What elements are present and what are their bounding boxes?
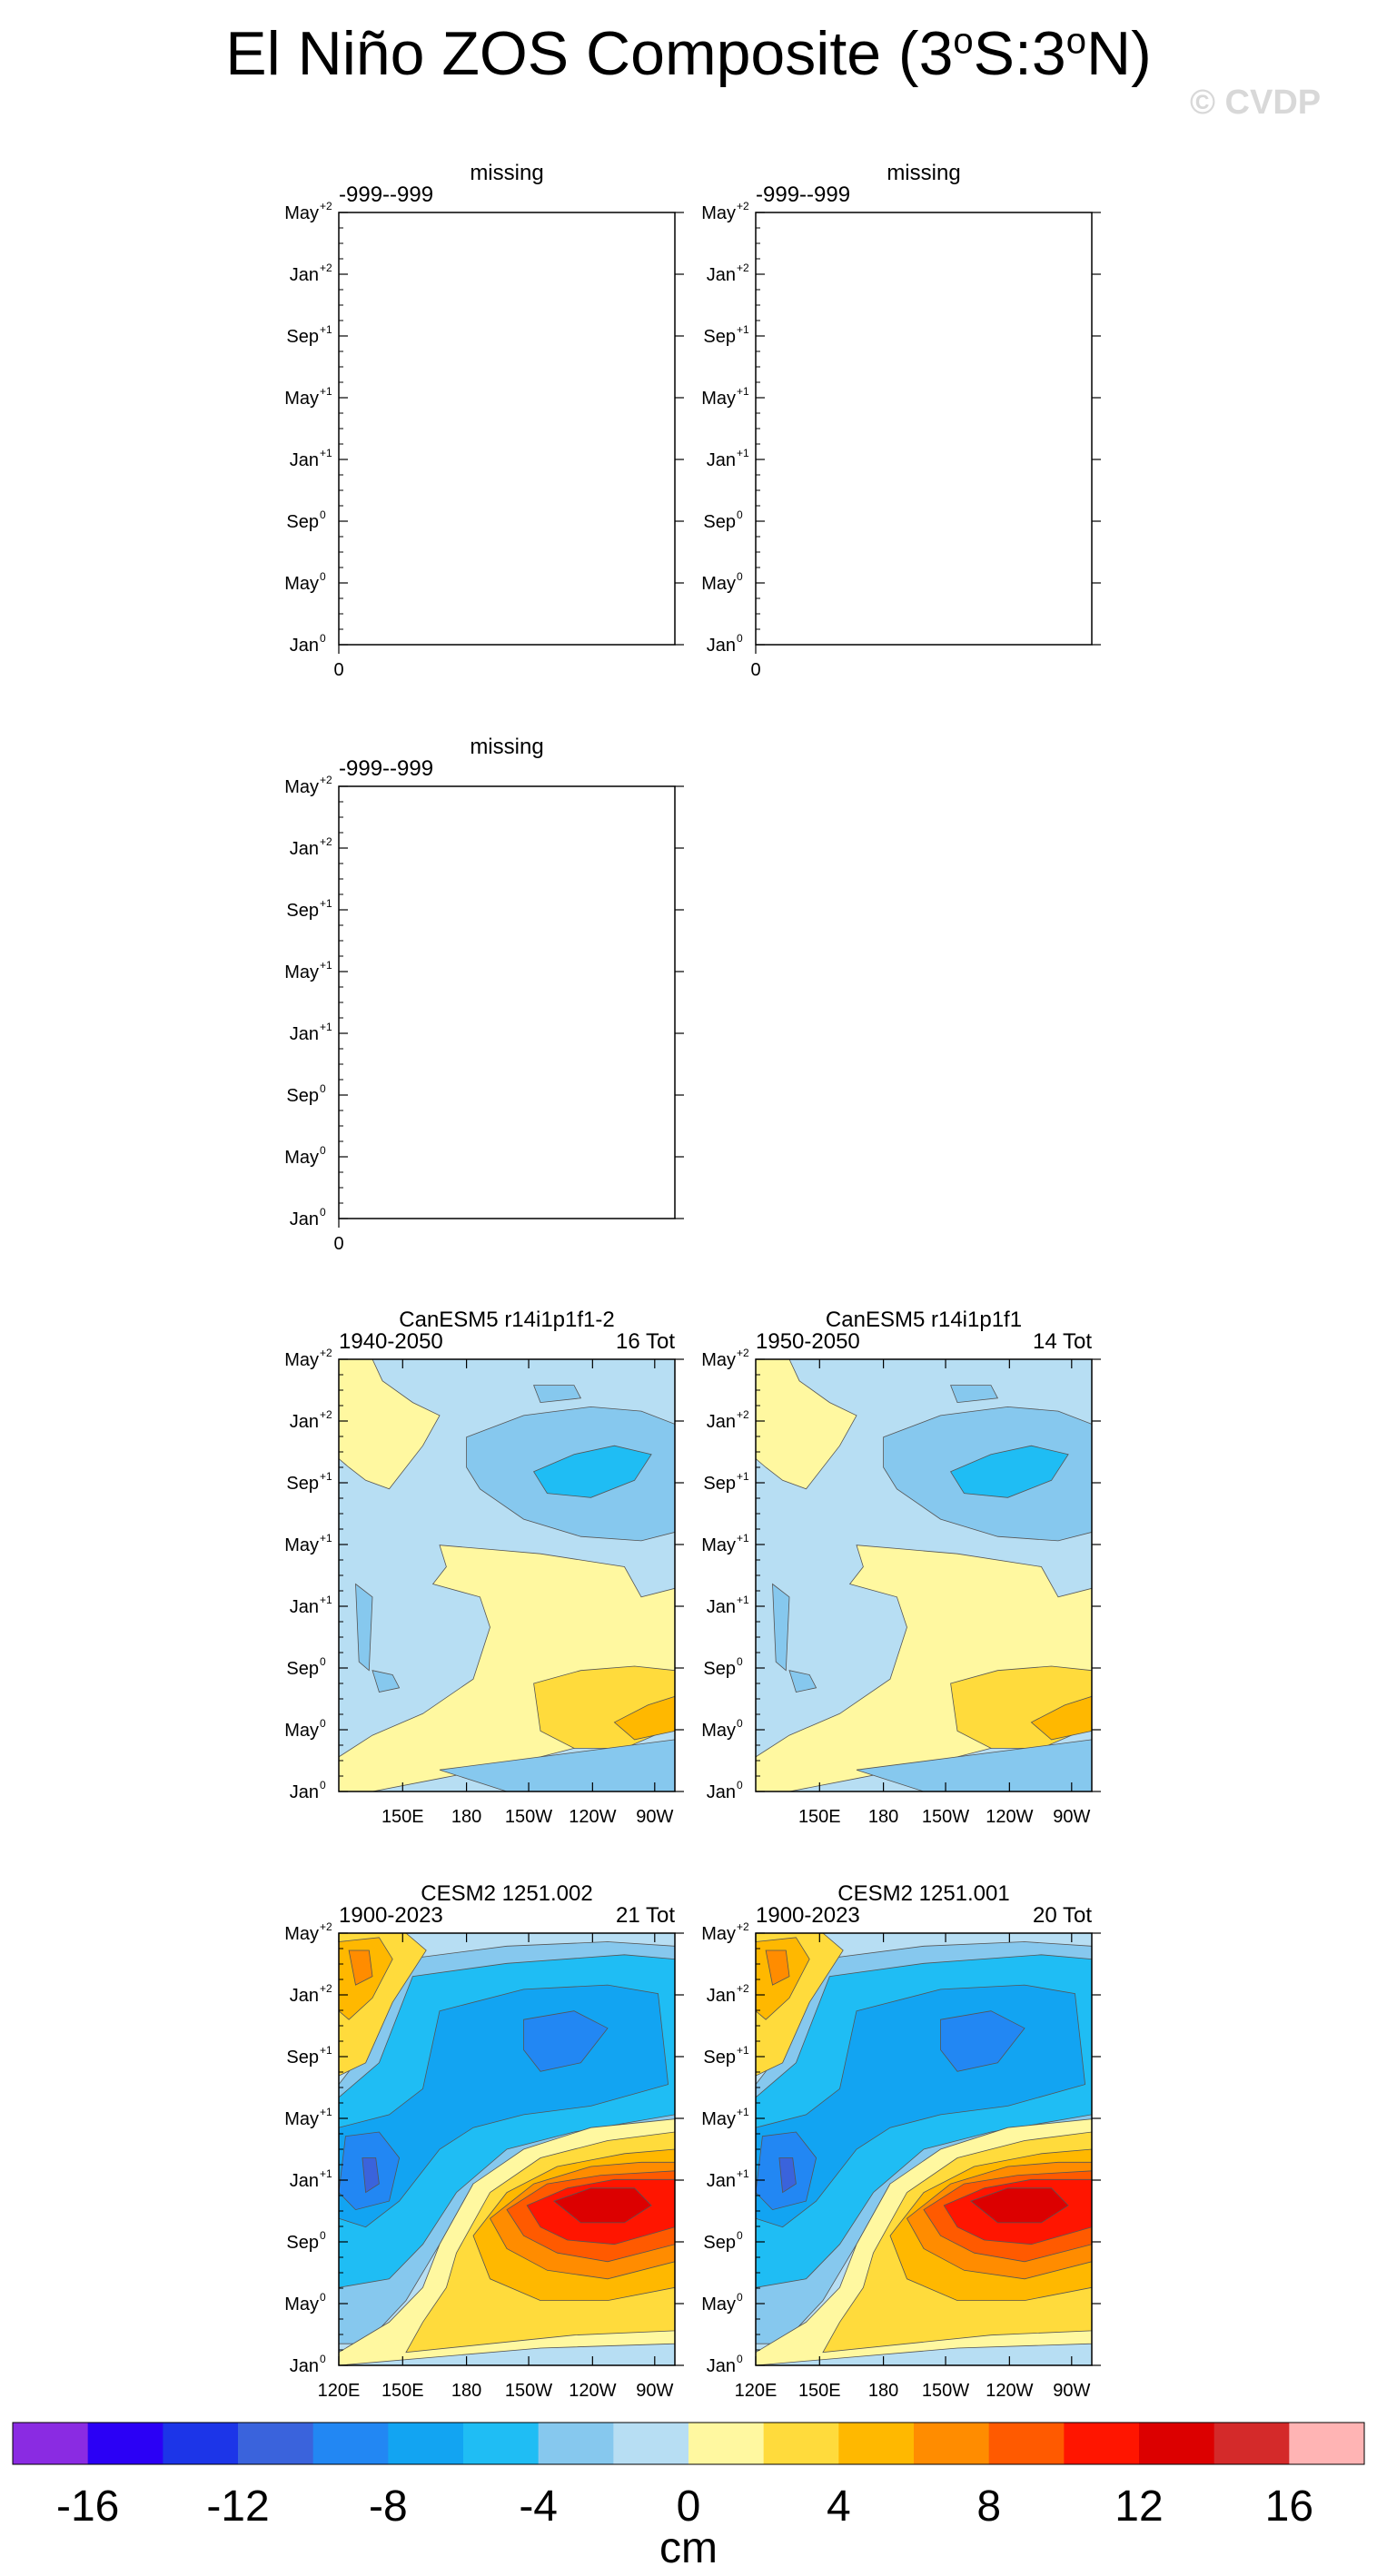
- ytick-sup: +1: [320, 959, 332, 972]
- colorbar-swatch: [463, 2423, 539, 2464]
- ytick-label: Jan: [289, 265, 319, 285]
- panel-left-label: -999--999: [339, 756, 434, 781]
- colorbar: [13, 2423, 1365, 2572]
- ytick-sup: +2: [320, 1347, 332, 1359]
- panel-title: CESM2 1251.002: [421, 1881, 593, 1906]
- chart-panel: [701, 1308, 1101, 1827]
- panel-right-label: 14 Tot: [1033, 1329, 1092, 1354]
- ytick-sup: 0: [320, 1717, 326, 1730]
- ytick-label: Sep: [703, 2048, 736, 2068]
- ytick-sup: +1: [320, 2167, 332, 2180]
- ytick-sup: +1: [737, 1470, 749, 1483]
- ytick-label: May: [701, 1535, 736, 1555]
- colorbar-swatch: [1139, 2423, 1214, 2464]
- ytick-sup: 0: [320, 508, 326, 521]
- colorbar-label: 4: [826, 2482, 851, 2531]
- colorbar-swatch: [1289, 2423, 1364, 2464]
- ytick-label: Jan: [289, 1412, 319, 1432]
- ytick-label: May: [701, 203, 736, 223]
- colorbar-label: -16: [55, 2482, 120, 2531]
- ytick-sup: +1: [320, 323, 332, 336]
- ytick-label: Jan: [289, 2356, 319, 2376]
- colorbar-swatch: [989, 2423, 1065, 2464]
- ytick-sup: +2: [737, 1408, 749, 1421]
- ytick-sup: +2: [737, 1920, 749, 1933]
- ytick-label: Jan: [289, 636, 319, 656]
- ytick-sup: 0: [737, 2229, 743, 2242]
- ytick-sup: +1: [320, 385, 332, 398]
- ytick-sup: +1: [320, 447, 332, 459]
- ytick-label: May: [701, 2109, 736, 2129]
- colorbar-label: 12: [1114, 2482, 1164, 2531]
- panel-frame: [339, 786, 675, 1219]
- xtick-label: 120W: [569, 2381, 617, 2401]
- cvdp-watermark: © CVDP: [1190, 84, 1322, 122]
- panel-contours: [339, 1359, 675, 1791]
- ytick-sup: +2: [320, 1408, 332, 1421]
- colorbar-swatch: [163, 2423, 238, 2464]
- ytick-label: Jan: [289, 1209, 319, 1229]
- chart-panel: [701, 161, 1101, 680]
- panel-title: CanESM5 r14i1p1f1-2: [399, 1308, 615, 1332]
- ytick-label: Jan: [706, 1597, 736, 1617]
- ytick-sup: +2: [320, 835, 332, 848]
- panel-contours: [756, 1359, 1092, 1791]
- ytick-sup: 0: [737, 632, 743, 645]
- xtick-label: 120W: [986, 2381, 1034, 2401]
- xtick-label: 150W: [921, 2381, 970, 2401]
- ytick-sup: +2: [320, 200, 332, 212]
- ytick-sup: +2: [737, 262, 749, 274]
- panel-right-label: 20 Tot: [1033, 1903, 1092, 1928]
- panel-left-label: 1950-2050: [756, 1329, 860, 1354]
- ytick-sup: +2: [320, 1920, 332, 1933]
- ytick-label: May: [284, 1924, 319, 1944]
- ytick-label: May: [284, 1721, 319, 1741]
- panel-right-label: 21 Tot: [616, 1903, 675, 1928]
- ytick-label: Jan: [289, 839, 319, 859]
- colorbar-unit: cm: [659, 2524, 718, 2572]
- ytick-sup: +1: [320, 2044, 332, 2057]
- ytick-label: May: [284, 1350, 319, 1370]
- xtick-label: 120E: [734, 2381, 778, 2401]
- ytick-label: May: [284, 1535, 319, 1555]
- ytick-sup: 0: [737, 2353, 743, 2365]
- colorbar-swatch: [688, 2423, 764, 2464]
- colorbar-label: -12: [206, 2482, 270, 2531]
- ytick-sup: +1: [320, 1021, 332, 1033]
- colorbar-swatch: [1064, 2423, 1139, 2464]
- xtick-label: 150E: [381, 2381, 424, 2401]
- ytick-label: Sep: [286, 2233, 319, 2253]
- xtick-label: 150W: [504, 1807, 553, 1827]
- xtick-label: 180: [867, 2381, 899, 2401]
- chart-panel: [284, 161, 684, 680]
- ytick-label: Sep: [703, 1474, 736, 1494]
- ytick-label: May: [701, 389, 736, 409]
- ytick-sup: 0: [320, 2291, 326, 2304]
- ytick-label: May: [701, 574, 736, 594]
- ytick-label: Jan: [289, 1986, 319, 2006]
- panel-title: CESM2 1251.001: [837, 1881, 1010, 1906]
- ytick-sup: 0: [320, 1082, 326, 1095]
- panel-frame: [756, 212, 1092, 645]
- ytick-label: Sep: [286, 2048, 319, 2068]
- colorbar-swatch: [613, 2423, 688, 2464]
- xtick-label: 90W: [1053, 2381, 1091, 2401]
- xtick-label: 150E: [797, 1807, 841, 1827]
- ytick-label: May: [284, 777, 319, 797]
- ytick-sup: +2: [320, 262, 332, 274]
- ytick-label: May: [701, 1350, 736, 1370]
- ytick-label: May: [284, 389, 319, 409]
- xtick-label: 150W: [921, 1807, 970, 1827]
- xtick-label: 150E: [381, 1807, 424, 1827]
- xtick-label: 180: [451, 1807, 482, 1827]
- panel-left-label: -999--999: [756, 183, 851, 207]
- ytick-sup: 0: [320, 2229, 326, 2242]
- ytick-sup: 0: [737, 2291, 743, 2304]
- colorbar-swatch: [1214, 2423, 1290, 2464]
- xtick-label: 120W: [569, 1807, 617, 1827]
- ytick-sup: +2: [737, 1982, 749, 1995]
- colorbar-swatch: [88, 2423, 163, 2464]
- ytick-label: May: [284, 2109, 319, 2129]
- ytick-label: Sep: [703, 327, 736, 347]
- colorbar-swatch: [764, 2423, 839, 2464]
- colorbar-label: 16: [1264, 2482, 1314, 2531]
- colorbar-label: 0: [676, 2482, 701, 2531]
- ytick-sup: 0: [320, 632, 326, 645]
- figure-title: El Niño ZOS Composite (3$^o$S:3$^o$N): [225, 19, 1152, 88]
- ytick-sup: +1: [737, 2044, 749, 2057]
- ytick-label: May: [701, 1924, 736, 1944]
- xtick-label: 150E: [797, 2381, 841, 2401]
- ytick-label: Jan: [706, 1986, 736, 2006]
- ytick-label: Jan: [289, 450, 319, 470]
- xtick-label: 120E: [317, 2381, 361, 2401]
- ytick-label: Jan: [706, 265, 736, 285]
- ytick-label: Sep: [286, 1086, 319, 1106]
- ytick-label: Jan: [706, 450, 736, 470]
- ytick-sup: +1: [737, 2106, 749, 2118]
- panel-title: missing: [470, 735, 544, 759]
- ytick-label: May: [284, 2295, 319, 2314]
- xtick-label: 90W: [636, 1807, 674, 1827]
- ytick-sup: +1: [737, 1594, 749, 1606]
- ytick-label: Jan: [706, 1412, 736, 1432]
- xtick-label: 0: [333, 1234, 344, 1254]
- ytick-label: May: [284, 574, 319, 594]
- ytick-sup: +1: [320, 897, 332, 910]
- ytick-label: Sep: [286, 901, 319, 921]
- ytick-sup: 0: [320, 1206, 326, 1219]
- ytick-sup: 0: [320, 2353, 326, 2365]
- ytick-sup: +1: [737, 1532, 749, 1545]
- ytick-label: Jan: [706, 2356, 736, 2376]
- ytick-label: May: [284, 1148, 319, 1168]
- panel-left-label: 1900-2023: [756, 1903, 860, 1928]
- ytick-label: Jan: [706, 1782, 736, 1802]
- panel-right-label: 16 Tot: [616, 1329, 675, 1354]
- ytick-label: Jan: [706, 2171, 736, 2191]
- panel-left-label: -999--999: [339, 183, 434, 207]
- colorbar-swatch: [838, 2423, 914, 2464]
- ytick-sup: 0: [737, 1779, 743, 1791]
- ytick-sup: +2: [320, 1982, 332, 1995]
- ytick-sup: +1: [737, 447, 749, 459]
- ytick-sup: 0: [737, 1655, 743, 1668]
- ytick-sup: +1: [320, 1470, 332, 1483]
- panel-title: missing: [470, 161, 544, 185]
- ytick-label: May: [284, 962, 319, 982]
- ytick-label: Sep: [703, 2233, 736, 2253]
- ytick-label: Sep: [286, 1659, 319, 1679]
- ytick-sup: +1: [737, 323, 749, 336]
- xtick-label: 120W: [986, 1807, 1034, 1827]
- ytick-sup: +2: [737, 1347, 749, 1359]
- xtick-label: 180: [867, 1807, 899, 1827]
- panel-title: missing: [887, 161, 961, 185]
- ytick-sup: +1: [737, 2167, 749, 2180]
- ytick-sup: +1: [320, 2106, 332, 2118]
- ytick-sup: +1: [320, 1594, 332, 1606]
- ytick-sup: 0: [320, 570, 326, 583]
- panel-frame: [339, 212, 675, 645]
- xtick-label: 0: [333, 660, 344, 680]
- ytick-sup: 0: [737, 570, 743, 583]
- ytick-sup: 0: [737, 508, 743, 521]
- ytick-label: Sep: [286, 512, 319, 532]
- chart-panel: [284, 735, 684, 1254]
- panel-contours: [756, 1933, 1092, 2365]
- ytick-sup: +1: [320, 1532, 332, 1545]
- xtick-label: 90W: [1053, 1807, 1091, 1827]
- ytick-sup: +1: [737, 385, 749, 398]
- ytick-label: Sep: [703, 1659, 736, 1679]
- ytick-label: Sep: [286, 327, 319, 347]
- panel-left-label: 1940-2050: [339, 1329, 443, 1354]
- chart-panel: [284, 1881, 684, 2401]
- ytick-label: Jan: [289, 1597, 319, 1617]
- chart-panel: [284, 1308, 684, 1827]
- ytick-sup: 0: [737, 1717, 743, 1730]
- ytick-sup: 0: [320, 1779, 326, 1791]
- ytick-label: Jan: [289, 2171, 319, 2191]
- panel-contours: [339, 1933, 675, 2365]
- colorbar-swatch: [539, 2423, 614, 2464]
- colorbar-swatch: [914, 2423, 989, 2464]
- colorbar-swatch: [13, 2423, 88, 2464]
- colorbar-label: -8: [368, 2482, 408, 2531]
- ytick-label: Sep: [286, 1474, 319, 1494]
- ytick-label: May: [284, 203, 319, 223]
- ytick-sup: +2: [320, 774, 332, 786]
- xtick-label: 90W: [636, 2381, 674, 2401]
- ytick-label: Jan: [706, 636, 736, 656]
- ytick-label: Sep: [703, 512, 736, 532]
- colorbar-swatch: [238, 2423, 313, 2464]
- colorbar-swatch: [388, 2423, 463, 2464]
- xtick-label: 180: [451, 2381, 482, 2401]
- ytick-label: Jan: [289, 1024, 319, 1044]
- ytick-sup: 0: [320, 1144, 326, 1157]
- colorbar-label: -4: [519, 2482, 559, 2531]
- panel-left-label: 1900-2023: [339, 1903, 443, 1928]
- ytick-label: Jan: [289, 1782, 319, 1802]
- ytick-label: May: [701, 1721, 736, 1741]
- xtick-label: 150W: [504, 2381, 553, 2401]
- ytick-label: May: [701, 2295, 736, 2314]
- xtick-label: 0: [750, 660, 761, 680]
- colorbar-swatch: [313, 2423, 389, 2464]
- panel-title: CanESM5 r14i1p1f1: [825, 1308, 1023, 1332]
- ytick-sup: +2: [737, 200, 749, 212]
- ytick-sup: 0: [320, 1655, 326, 1668]
- colorbar-label: 8: [976, 2482, 1002, 2531]
- chart-panel: [701, 1881, 1101, 2401]
